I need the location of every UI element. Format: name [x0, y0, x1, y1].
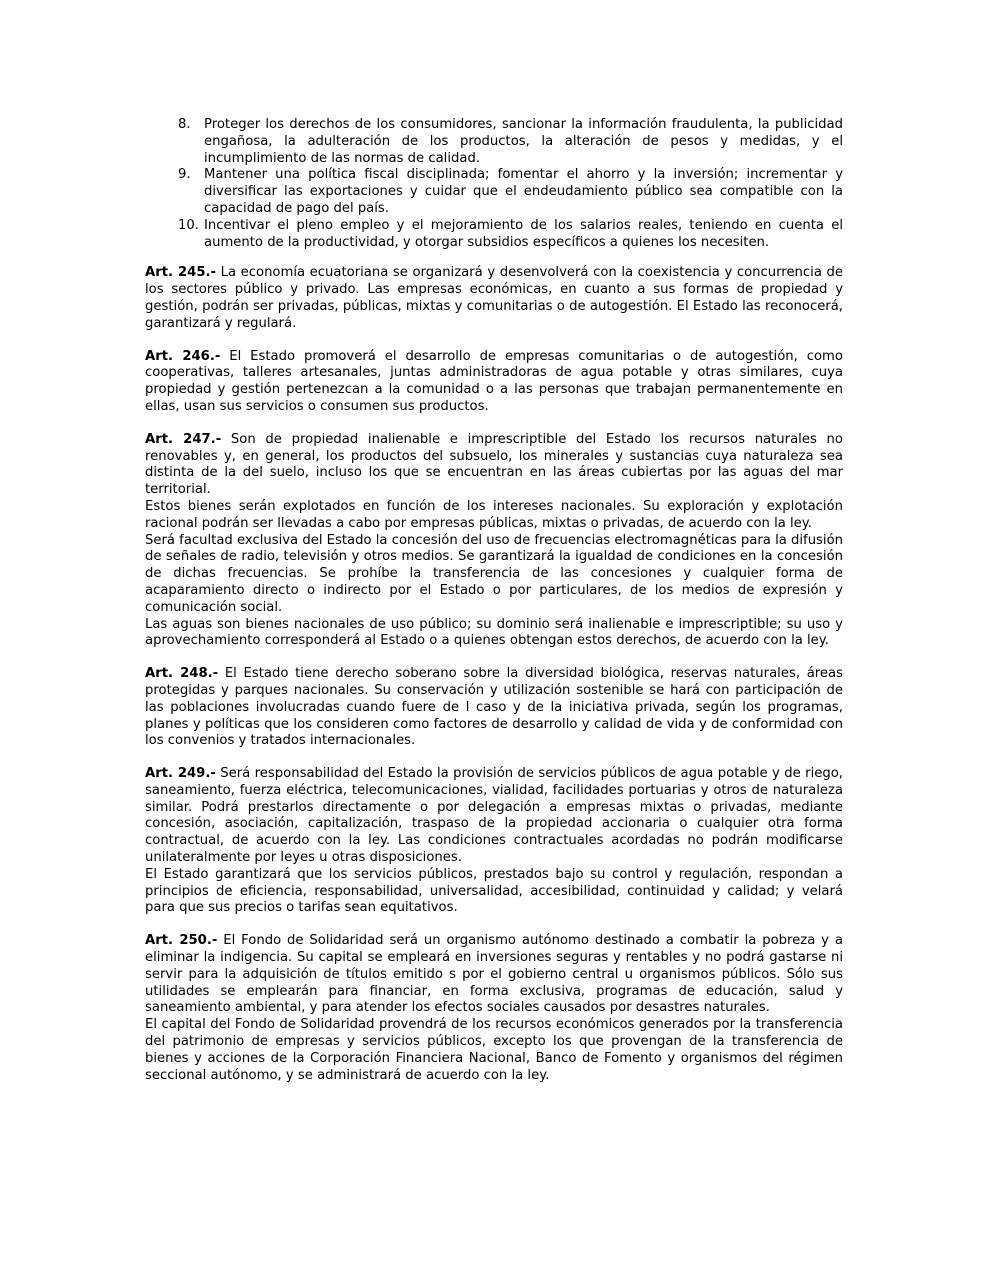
- article-246: [145, 349, 843, 416]
- article-paragraph: Las aguas son bienes nacionales de uso público; su dominio será inalienable e imprescriptible; su uso y aprovechamiento corresponderá al Estado o a quienes obtengan estos derechos, de acuerdo con la ley.: [145, 616, 843, 649]
- list-item-text: Proteger los derechos de los consumidores, sancionar la información fraudulenta, la publicidad engañosa, la adulteración de los productos, la alteración de pesos y medidas, y el incumplimiento de las normas de calidad.: [204, 117, 843, 166]
- list-item: [145, 167, 843, 217]
- article-paragraph: Será facultad exclusiva del Estado la concesión del uso de frecuencias electromagnéticas para la difusión de señales de radio, televisión y otros medios. Se garantizará la igualdad de condiciones en la concesión de dichas frecuencias. Se prohíbe la transferencia de las concesiones y cualquier forma de acaparamiento directo o indirecto por el Estado o por particulares, de los medios de expresión y comunicación social.: [145, 532, 844, 615]
- list-item: [145, 117, 843, 167]
- article-text: Será responsabilidad del Estado la provisión de servicios públicos de agua potable y de riego, saneamiento, fuerza eléctrica, telecomunicaciones, vialidad, facilidades portuarias y otros de naturaleza similar. Podrá prestarlos directamente o por delegación a empresas mixtas o privadas, mediante concesión, asociación, capitalización, traspaso de la propiedad accionaria o cualquier otra forma contractual, de acuerdo con la ley. Las condiciones contractuales acordadas no podrán modificarse unilateralmente por leyes u otras disposiciones.: [145, 766, 843, 866]
- list-item-number: 8.: [178, 117, 191, 132]
- list-item-number: 10.: [178, 217, 199, 233]
- article-247: [145, 432, 843, 650]
- article-text: El Fondo de Solidaridad será un organismo autónomo destinado a combatir la pobreza y a eliminar la indigencia. Su capital se empleará en inversiones seguras y rentables y no podrá gastarse ni servir para la adquisición de títulos emitido s por el gobierno central u organismos públicos. Sólo sus utilidades se emplearán para financiar, en forma exclusiva, programas de educación, salud y saneamiento ambiental, y para atender los efectos sociales causados por desastres naturales.: [145, 933, 843, 1016]
- article-paragraph: Estos bienes serán explotados en función de los intereses nacionales. Su exploración y explotación racional podrán ser llevadas a cabo por empresas públicas, mixtas o privadas, de acuerdo con la ley.: [145, 498, 843, 531]
- article-label: Art. 249.-: [145, 766, 216, 782]
- article-text: El Estado tiene derecho soberano sobre la diversidad biológica, reservas naturales, áreas protegidas y parques nacionales. Su conservación y utilización sostenible se hará con participación de las poblaciones involucradas cuando fuere de l caso y de la iniciativa privada, según los programas, planes y políticas que los consideren como factores de desarrollo y calidad de vida y de conformidad con los convenios y tratados internacionales.: [145, 666, 843, 749]
- article-paragraph: El capital del Fondo de Solidaridad provendrá de los recursos económicos generados por la transferencia del patrimonio de empresas y servicios públicos, excepto los que provengan de la transferencia de bienes y acciones de la Corporación Financiera Nacional, Banco de Fomento y organismos del régimen seccional autónomo, y se administrará de acuerdo con la ley.: [145, 1017, 843, 1083]
- article-text: El Estado promoverá el desarrollo de empresas comunitarias o de autogestión, como cooperativas, talleres artesanales, juntas administradoras de agua potable y otras similares, cuya propiedad y gestión pertenezcan a la comunidad o a las personas que trabajan permanentemente en ellas, usan sus servicios o consumen sus productos.: [145, 348, 843, 414]
- article-250: [145, 933, 843, 1084]
- list-item: [145, 218, 843, 252]
- article-label: Art. 247.-: [145, 431, 222, 447]
- list-item-text: Incentivar el pleno empleo y el mejoramiento de los salarios reales, teniendo en cuenta el aumento de la productividad, y otorgar subsidios específicos a quienes los necesiten.: [204, 217, 843, 250]
- article-248: [145, 666, 843, 750]
- article-label: Art. 248.-: [145, 666, 219, 682]
- list-item-text: Mantener una política fiscal disciplinada; fomentar el ahorro y la inversión; incrementar y diversificar las exportaciones y cuidar que el endeudamiento público sea compatible con la capacidad de pago del país.: [204, 167, 843, 216]
- list-item-number: 9.: [178, 167, 191, 183]
- numbered-list: [145, 117, 843, 251]
- article-paragraph: El Estado garantizará que los servicios públicos, prestados bajo su control y regulación, respondan a principios de eficiencia, responsabilidad, universalidad, accesibilidad, continuidad y calidad; y velará para que sus precios o tarifas sean equitativos.: [145, 866, 843, 916]
- article-245: [145, 265, 843, 332]
- article-label: Art. 245.-: [145, 265, 217, 281]
- document-body: [145, 117, 843, 1100]
- article-label: Art. 246.-: [145, 348, 221, 364]
- article-text: Son de propiedad inalienable e imprescriptible del Estado los recursos naturales no renovables y, en general, los productos del subsuelo, los minerales y sustancias cuya naturaleza sea distinta de la del suelo, incluso los que se encuentran en las áreas cubiertas por las aguas del mar territorial.: [145, 431, 843, 498]
- article-249: [145, 766, 843, 917]
- article-text: La economía ecuatoriana se organizará y desenvolverá con la coexistencia y concurrencia de los sectores público y privado. Las empresas económicas, en cuanto a sus formas de propiedad y gestión, podrán ser privadas, públicas, mixtas y comunitarias o de autogestión. El Estado las reconocerá, garantizará y regulará.: [145, 265, 843, 331]
- article-label: Art. 250.-: [145, 933, 218, 949]
